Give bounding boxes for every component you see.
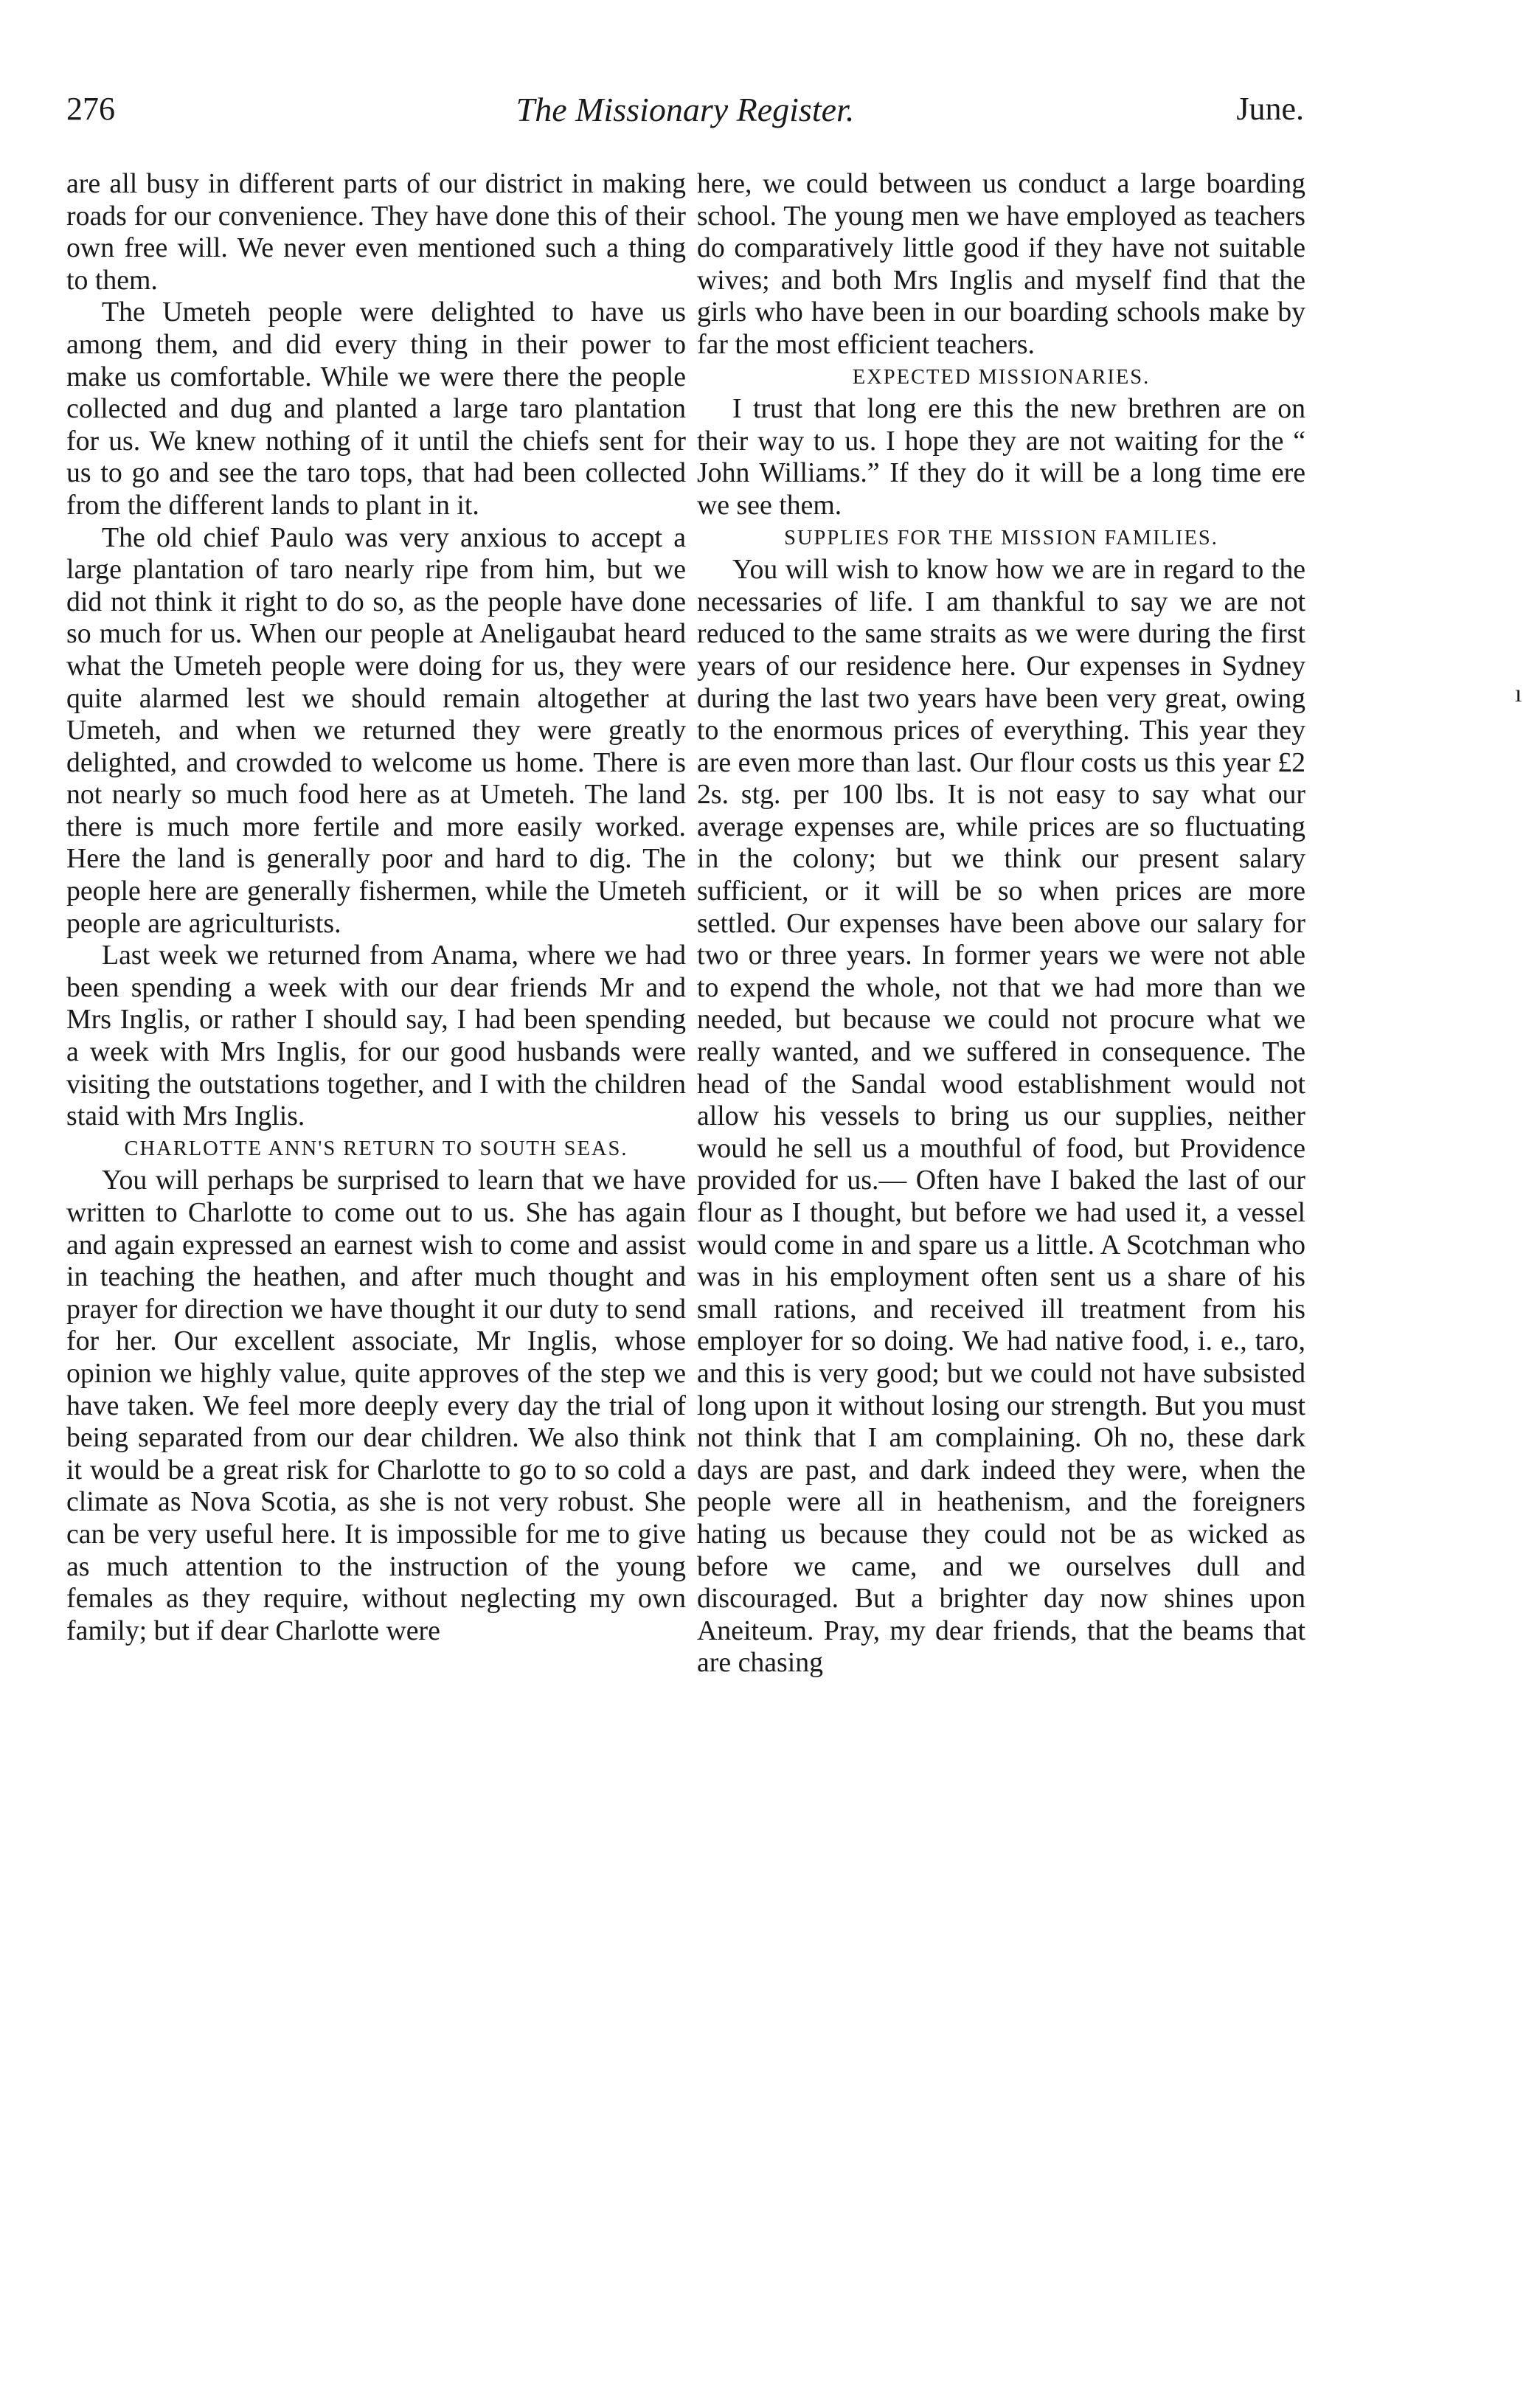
paragraph: The Umeteh people were delighted to have us among them, and did every thing in their power to make us comfortable. While we were there the people collected and dug and planted a large taro plantation for us. We knew nothing of it until the chiefs sent for us to go and see the taro tops, that had been collected from the different lands to plant in it. <box>66 297 686 521</box>
paragraph: are all busy in different parts of our district in making roads for our convenience. They have done this of their own free will. We never even mentioned such a thing to them. <box>66 168 686 296</box>
paragraph: You will perhaps be surprised to learn that we have written to Charlotte to come out to us. She has again and again expressed an earnest wish to come and assist in teaching the heathen, and after much thought and prayer for direction we have thought it our duty to send for her. Our excellent associate, Mr Inglis, whose opinion we highly value, quite approves of the step we have taken. We feel more deeply every day the trial of being separated from our dear children. We also think it would be a great risk for Charlotte to go to so cold a climate as Nova Scotia, as she is not very robust. She can be very useful here. It is impossible for me to give as much attention to the instruction of the young females as they require, without neglecting my own family; but if dear Charlotte were <box>66 1165 686 1646</box>
right-column <box>697 168 1305 1679</box>
page-month: June. <box>1236 91 1304 127</box>
section-heading: CHARLOTTE ANN'S RETURN TO SOUTH SEAS. <box>124 1137 628 1160</box>
paragraph: I trust that long ere this the new brethren are on their way to us. I hope they are not waiting for the “ John Williams.” If they do it will be a long time ere we see them. <box>697 393 1305 521</box>
running-title: The Missionary Register. <box>516 91 855 128</box>
paragraph: Last week we returned from Anama, where we had been spending a week with our dear friends Mr and Mrs Inglis, or rather I should say, I had been spending a week with Mrs Inglis, for our good husbands were visiting the outstations together, and I with the children staid with Mrs Inglis. <box>66 940 686 1132</box>
paragraph: here, we could between us conduct a large boarding school. The young men we have employed as teachers do comparatively little good if they have not suitable wives; and both Mrs Inglis and myself find that the girls who have been in our boarding schools make by far the most efficient teachers. <box>697 168 1305 360</box>
section-heading: SUPPLIES FOR THE MISSION FAMILIES. <box>784 526 1218 550</box>
paragraph: The old chief Paulo was very anxious to accept a large plantation of taro nearly ripe from him, but we did not think it right to do so, as the people have done so much for us. When our people at Aneligaubat heard what the Umeteh people were doing for us, they were quite alarmed lest we should remain altogether at Umeteh, and when we returned they were greatly delighted, and crowded to welcome us home. There is not nearly so much food here as at Umeteh. The land there is much more fertile and more easily worked. Here the land is generally poor and hard to dig. The people here are generally fishermen, while the Umeteh people are agriculturists. <box>66 521 686 939</box>
margin-mark: ı <box>1515 680 1522 707</box>
page-number: 276 <box>66 91 115 127</box>
paragraph: You will wish to know how we are in regard to the necessaries of life. I am thankful to say we are not reduced to the same straits as we were during the first years of our residence here. Our expenses in Sydney during the last two years have been very great, owing to the enormous prices of everything. This year they are even more than last. Our flour costs us this year £2 2s. stg. per 100 lbs. It is not easy to say what our average expenses are, while prices are so fluctuating in the colony; but we think our present salary sufficient, or it will be so when prices are more settled. Our expenses have been above our salary for two or three years. In former years we were not able to expend the whole, not that we had more than we needed, but because we could not procure what we really wanted, and we suffered in consequence. The head of the Sandal wood establishment would not allow his vessels to bring us our supplies, neither would he sell us a mouthful of food, but Providence provided for us.— Often have I baked the last of our flour as I thought, but before we had used it, a vessel would come in and spare us a little. A Scotchman who was in his employment often sent us a share of his small rations, and received ill treatment from his employer for so doing. We had native food, i. e., taro, and this is very good; but we could not have subsisted long upon it without losing our strength. But you must not think that I am complaining. Oh no, these dark days are past, and dark indeed they were, when the people were all in heathenism, and the foreigners hating us because they could not be as wicked as before we came, and we ourselves dull and discouraged. But a brighter day now shines upon Aneiteum. Pray, my dear friends, that the beams that are chasing <box>697 554 1305 1679</box>
section-heading: EXPECTED MISSIONARIES. <box>852 365 1151 389</box>
left-column <box>66 168 686 1647</box>
page-header <box>66 90 1304 134</box>
